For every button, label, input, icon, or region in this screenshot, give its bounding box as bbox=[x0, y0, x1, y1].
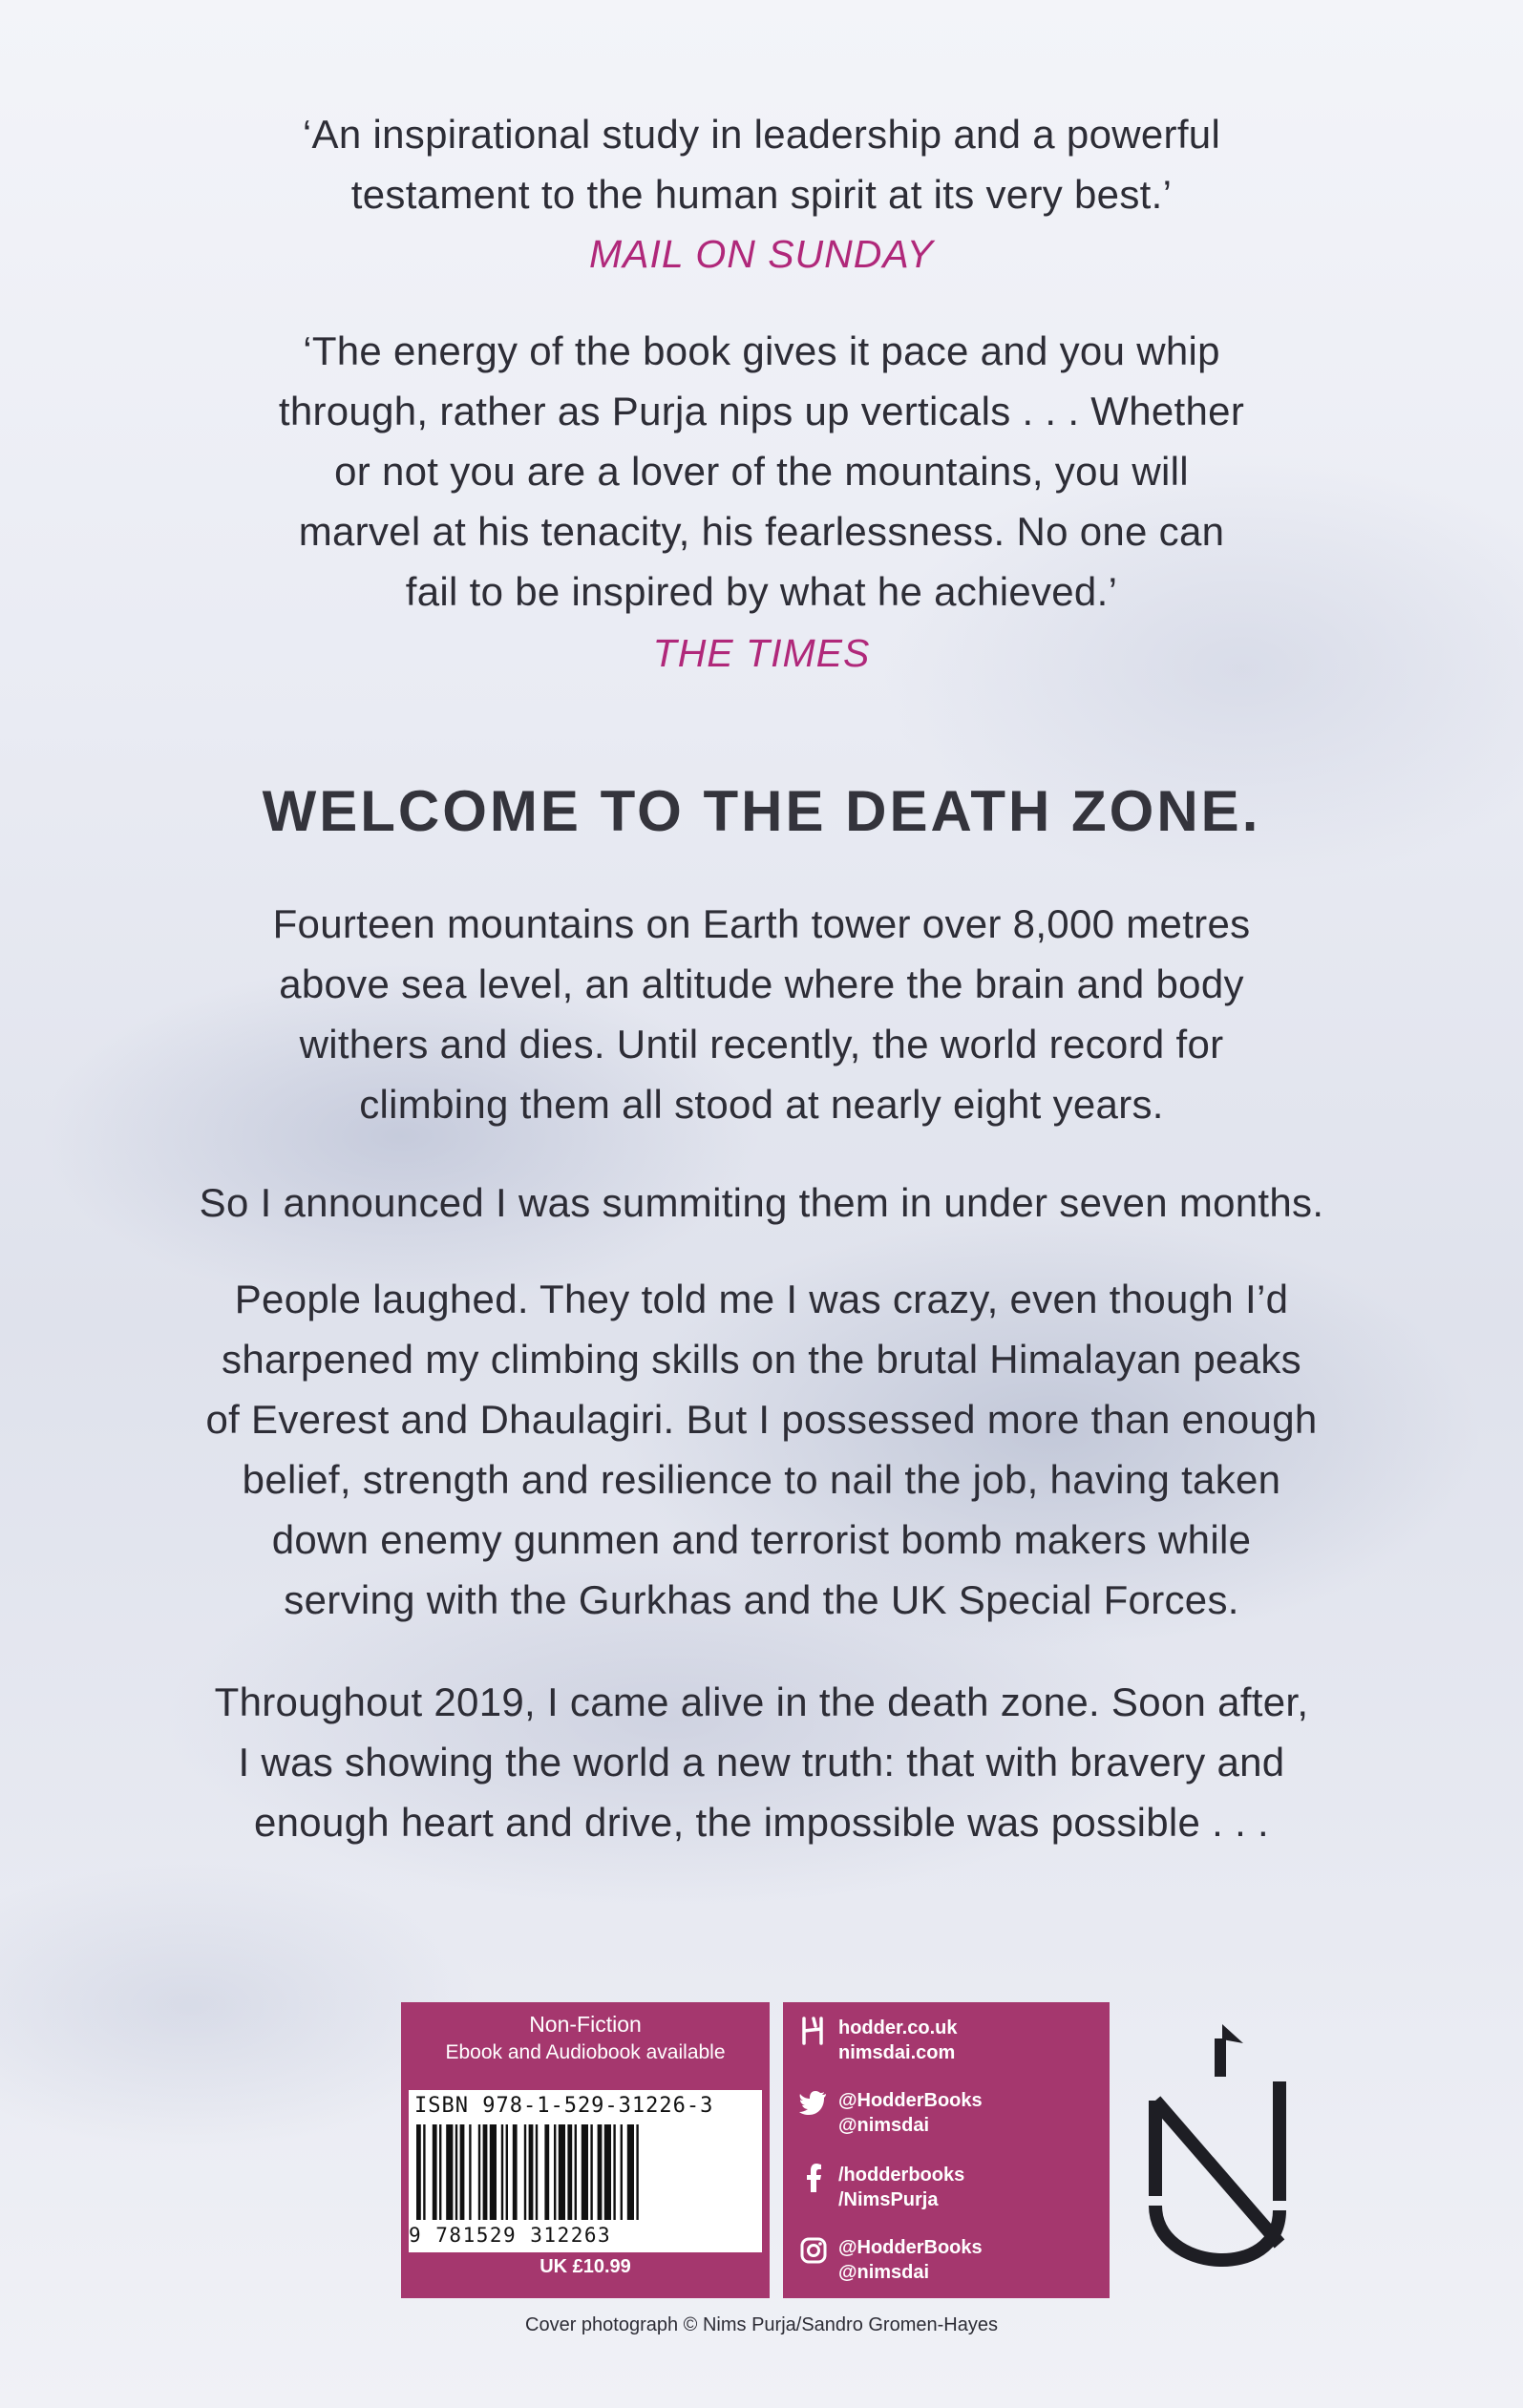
review-quote-2 bbox=[0, 321, 1523, 622]
price-label: UK £10.99 bbox=[539, 2256, 631, 2277]
quote-line: or not you are a lover of the mountains, you will bbox=[334, 449, 1189, 494]
social-line[interactable]: @nimsdai bbox=[838, 2115, 930, 2136]
social-line[interactable]: /hodderbooks bbox=[838, 2165, 965, 2186]
twitter-icon bbox=[798, 2088, 829, 2119]
quote-line: through, rather as Purja nips up verticals . . . Whether bbox=[278, 389, 1245, 433]
quote-line: marvel at his tenacity, his fearlessness. No one can bbox=[298, 509, 1225, 554]
blurb-paragraph-3 bbox=[0, 1269, 1523, 1630]
formats-label: Ebook and Audiobook available bbox=[445, 2041, 726, 2063]
blurb-paragraph-4 bbox=[0, 1672, 1523, 1852]
body-line: serving with the Gurkhas and the UK Special Forces. bbox=[284, 1577, 1239, 1622]
photo-credit: Cover photograph © Nims Purja/Sandro Gromen-Hayes bbox=[525, 2314, 998, 2335]
social-box bbox=[783, 2002, 1110, 2298]
body-line: Throughout 2019, I came alive in the death zone. Soon after, bbox=[214, 1679, 1309, 1724]
social-web bbox=[798, 2016, 957, 2065]
barcode-digits: 9 781529 312263 bbox=[409, 2224, 612, 2247]
hodder-logo-icon bbox=[798, 2016, 829, 2046]
info-box bbox=[401, 2002, 770, 2298]
body-line: Fourteen mountains on Earth tower over 8,000 metres bbox=[272, 901, 1251, 946]
quote-line: ‘The energy of the book gives it pace and you whip bbox=[303, 328, 1220, 373]
body-line: above sea level, an altitude where the brain and body bbox=[279, 961, 1244, 1006]
barcode-panel bbox=[409, 2090, 762, 2252]
body-line: I was showing the world a new truth: that with bravery and bbox=[238, 1740, 1285, 1785]
review-quote-1 bbox=[0, 104, 1523, 224]
review-source-2: THE TIMES bbox=[652, 631, 871, 675]
nims-logo-icon bbox=[1136, 2005, 1308, 2292]
facebook-icon bbox=[798, 2163, 829, 2193]
body-line: of Everest and Dhaulagiri. But I possessed more than enough bbox=[205, 1397, 1318, 1442]
instagram-icon bbox=[798, 2235, 829, 2266]
barcode-icon bbox=[416, 2124, 754, 2228]
social-line[interactable]: @nimsdai bbox=[838, 2262, 930, 2283]
body-line: belief, strength and resilience to nail the job, having taken bbox=[242, 1457, 1281, 1502]
quote-line: fail to be inspired by what he achieved.’ bbox=[405, 569, 1118, 614]
body-line: People laughed. They told me I was crazy, even though I’d bbox=[234, 1277, 1289, 1321]
body-line: down enemy gunmen and terrorist bomb makers while bbox=[271, 1517, 1252, 1562]
body-line: So I announced I was summiting them in under seven months. bbox=[199, 1180, 1324, 1225]
body-line: sharpened my climbing skills on the brutal Himalayan peaks bbox=[222, 1337, 1301, 1382]
quote-line: ‘An inspirational study in leadership and a powerful bbox=[302, 112, 1221, 157]
info-box-header bbox=[401, 2002, 770, 2067]
category-label: Non-Fiction bbox=[529, 2012, 642, 2037]
blurb-paragraph-1 bbox=[0, 894, 1523, 1134]
blurb-heading: WELCOME TO THE DEATH ZONE. bbox=[262, 779, 1261, 843]
social-line[interactable]: @HodderBooks bbox=[838, 2237, 983, 2258]
blurb-paragraph-2 bbox=[0, 1172, 1523, 1233]
isbn-text: ISBN 978-1-529-31226-3 bbox=[414, 2094, 714, 2118]
body-line: enough heart and drive, the impossible was possible . . . bbox=[253, 1800, 1270, 1845]
social-twitter bbox=[798, 2088, 983, 2138]
social-line[interactable]: nimsdai.com bbox=[838, 2042, 956, 2063]
review-source-1: MAIL ON SUNDAY bbox=[588, 232, 935, 276]
social-line[interactable]: /NimsPurja bbox=[838, 2189, 939, 2210]
social-instagram bbox=[798, 2235, 983, 2285]
body-line: withers and dies. Until recently, the world record for bbox=[299, 1022, 1224, 1067]
body-line: climbing them all stood at nearly eight years. bbox=[359, 1082, 1164, 1127]
social-line[interactable]: @HodderBooks bbox=[838, 2090, 983, 2111]
social-facebook bbox=[798, 2163, 964, 2212]
quote-line: testament to the human spirit at its very best.’ bbox=[350, 172, 1173, 217]
social-line[interactable]: hodder.co.uk bbox=[838, 2017, 958, 2038]
